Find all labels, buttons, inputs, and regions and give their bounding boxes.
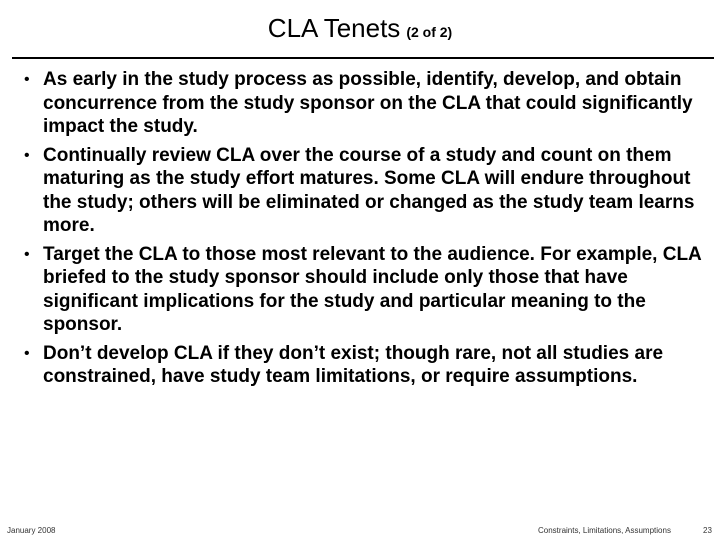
bullet-text: As early in the study process as possible, identify, develop, and obtain concurrence from the study sponsor on the CLA that could significantly impact the study. [43, 69, 693, 137]
title-main: CLA Tenets [267, 13, 401, 43]
bullet-icon: • [24, 146, 30, 164]
bullet-text: Target the CLA to those most relevant to the audience. For example, CLA briefed to the study sponsor should include only those that have significant implications for the study and particular meaning to the sponsor. [43, 243, 702, 335]
bullet-icon: • [24, 71, 30, 88]
footer-topic: Constraints, Limitations, Assumptions [538, 526, 671, 535]
bullet-item [24, 68, 704, 139]
title-divider [12, 57, 714, 59]
bullet-list [24, 68, 704, 394]
bullet-item [24, 342, 704, 389]
bullet-text: Don’t develop CLA if they don’t exist; though rare, not all studies are constrained, have study team limitations, or require assumptions. [43, 342, 664, 387]
bullet-item [24, 144, 704, 238]
title-part-indicator: (2 of 2) [406, 24, 453, 40]
bullet-icon: • [24, 245, 30, 263]
bullet-icon: • [24, 344, 30, 362]
bullet-text: Continually review CLA over the course of a study and count on them maturing as the study effort matures. Some CLA will endure throughout the study; others will be eliminated or changed as the study team learns more. [43, 144, 695, 236]
page-number: 23 [703, 526, 712, 535]
slide-title [0, 12, 720, 48]
bullet-item [24, 243, 704, 337]
footer-date: January 2008 [7, 526, 56, 535]
